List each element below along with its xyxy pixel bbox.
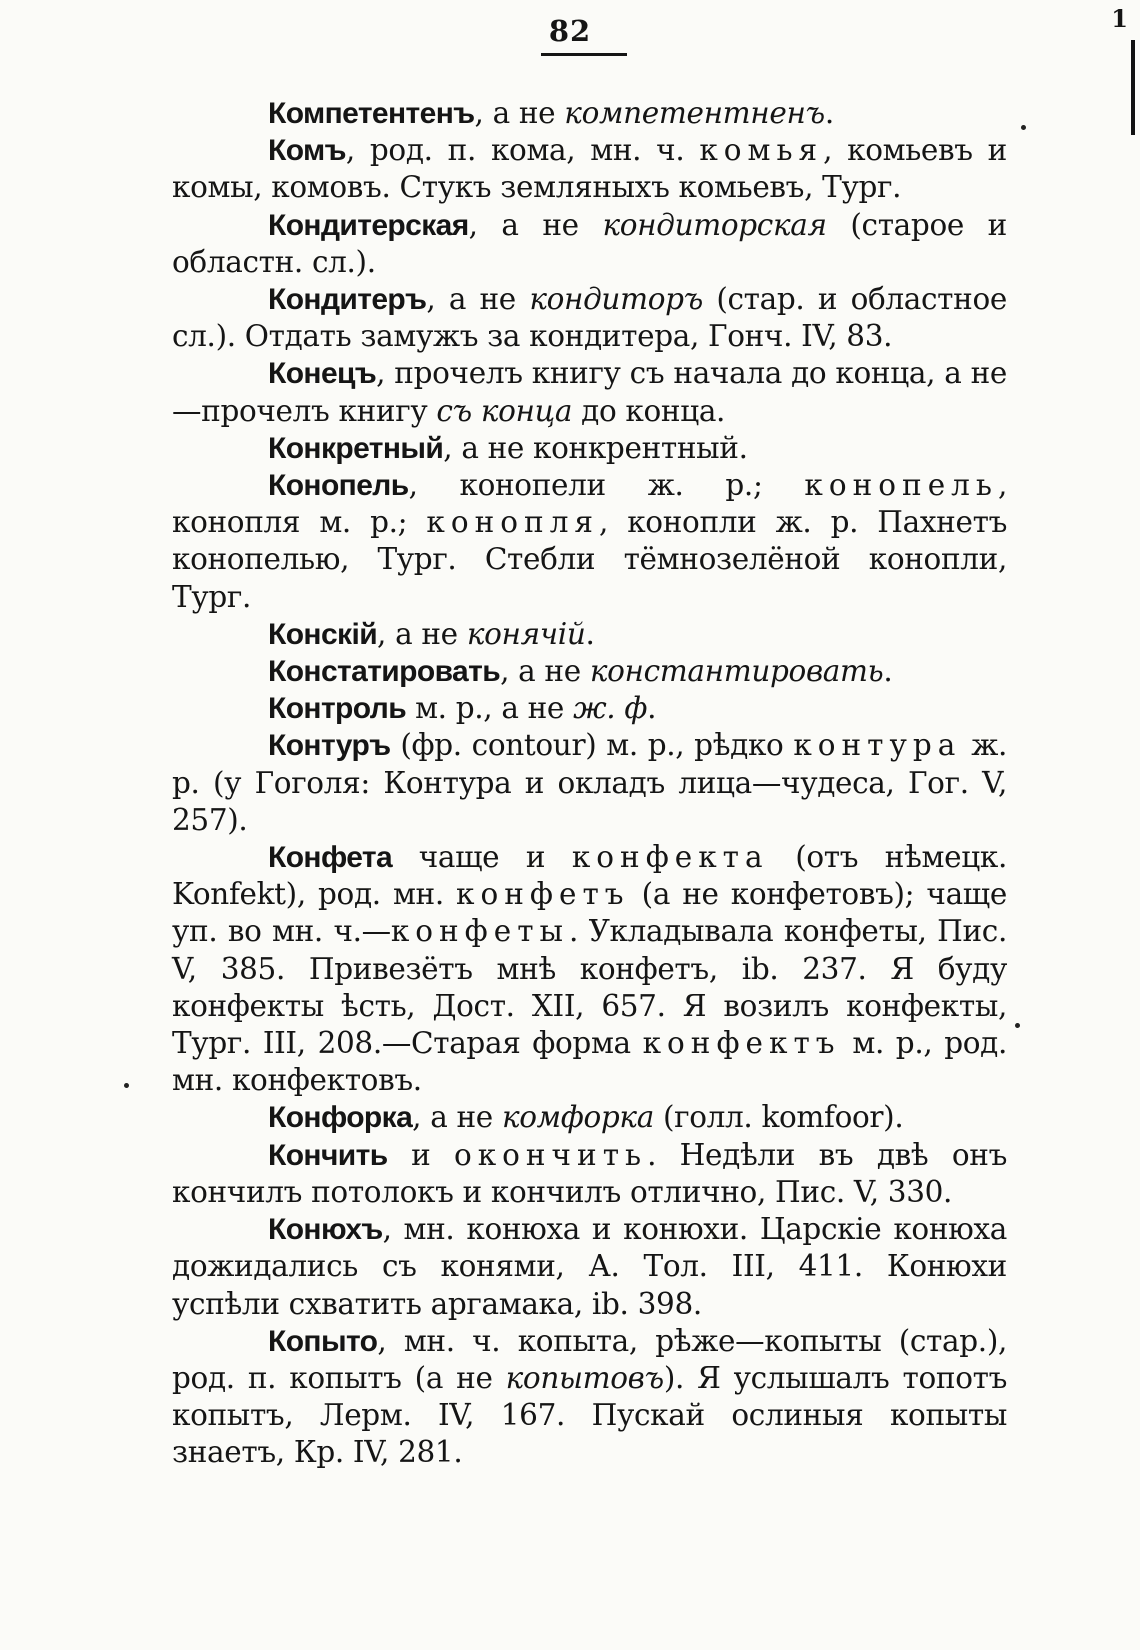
- ink-speck: [124, 1083, 129, 1088]
- italic-form: ж. ф: [573, 691, 648, 726]
- dictionary-entry: [172, 839, 1007, 1099]
- headword: Комъ: [268, 134, 346, 168]
- entry-text: .: [824, 96, 834, 130]
- italic-form: константировать: [589, 654, 884, 689]
- entry-text: , а не: [426, 282, 530, 317]
- headword: Конскій: [268, 617, 378, 651]
- italic-form: копытовъ: [505, 1360, 664, 1395]
- italic-form: кондиторъ: [529, 282, 703, 317]
- headword: Конфорка: [268, 1101, 413, 1135]
- entry-text: , конопля м. р.;: [172, 468, 1007, 540]
- dictionary-entry: [172, 207, 1007, 281]
- italic-form: конячій: [466, 616, 586, 651]
- headword: Кондитеръ: [268, 283, 427, 317]
- dictionary-entry: [172, 132, 1007, 206]
- entry-text: .: [883, 654, 893, 689]
- dictionary-entry: [172, 727, 1007, 839]
- ink-speck: [1021, 125, 1026, 130]
- entry-text: , мн. конюха и конюхи. Царскіе конюха дожидались съ конями, А. Тол. III, 411. Конюхи успѣли схватить аргамака, ib. 398.: [172, 1212, 1007, 1321]
- entry-text: (отъ нѣмецк. Konfekt), род. мн.: [172, 840, 1007, 912]
- entry-text: , комьевъ и комы, комовъ. Стукъ земляныхъ комьевъ, Тург.: [172, 133, 1007, 205]
- spaced-form: конопель: [804, 468, 998, 503]
- dictionary-entry: [172, 281, 1007, 355]
- entry-text: (старое и областн. сл.).: [172, 207, 1007, 279]
- headword: Конфета: [268, 841, 393, 875]
- dictionary-entry: [172, 1137, 1007, 1211]
- entry-text: и: [387, 1137, 454, 1172]
- italic-form: комфорка: [501, 1100, 654, 1135]
- entry-text: , род. п. кома, мн. ч.: [345, 133, 700, 168]
- dictionary-entry: [172, 653, 1007, 690]
- entry-text: ). Я услышалъ топотъ копытъ, Лерм. IV, 167. Пускай ослиныя копыты знаетъ, Кр. IV, 281.: [172, 1360, 1008, 1470]
- spaced-form: конфекта: [571, 840, 769, 875]
- entry-text: (стар. и областное сл.). Отдать замужъ за кондитера, Гонч. IV, 83.: [172, 282, 1007, 354]
- headword: Конкретный: [268, 431, 444, 465]
- entry-text: м. р., род. мн. конфектовъ.: [172, 1026, 1007, 1098]
- entry-text: м. р., а не: [406, 691, 574, 726]
- entry-text: , а не конкрентный.: [443, 430, 748, 465]
- entry-text: , а не: [468, 207, 603, 242]
- entry-text: до конца.: [572, 393, 726, 428]
- margin-mark: 1: [1111, 4, 1128, 33]
- headword: Контроль: [268, 692, 407, 726]
- entry-text: , а не: [474, 96, 565, 130]
- dictionary-entry: [172, 1323, 1007, 1472]
- headword: Конюхъ: [268, 1213, 383, 1247]
- dictionary-entry: [172, 1099, 1007, 1136]
- page-number-rule: [541, 53, 627, 56]
- headword: Кончить: [268, 1138, 388, 1172]
- page-number: 82: [548, 14, 592, 48]
- spaced-form: контура: [793, 728, 962, 763]
- headword: Кондитерская: [268, 208, 469, 242]
- dictionary-entry: [172, 467, 1007, 616]
- entry-text: .: [647, 691, 657, 726]
- dictionary-entry: [172, 430, 1007, 467]
- dictionary-text: [172, 95, 1007, 1472]
- headword: Копыто: [268, 1324, 378, 1358]
- entry-text: , а не: [377, 616, 467, 651]
- entry-text: , а не: [500, 654, 590, 689]
- dictionary-entry: [172, 1211, 1007, 1323]
- dictionary-entry: [172, 95, 1007, 132]
- headword: Конопель: [268, 469, 409, 503]
- headword: Контуръ: [268, 729, 391, 763]
- spaced-form: конопля: [426, 505, 600, 540]
- dictionary-entry: [172, 616, 1007, 653]
- entry-text: , конопели ж. р.;: [408, 468, 805, 503]
- headword: Констатировать: [268, 655, 501, 689]
- italic-form: кондиторская: [602, 207, 827, 242]
- entry-text: , а не: [412, 1100, 502, 1135]
- entry-text: ж. р. (у Гоголя: Контура и окладъ лица—чудеса, Гог. V, 257).: [172, 728, 1008, 837]
- dictionary-entry: [172, 690, 1007, 727]
- spaced-form: конфетъ: [456, 877, 630, 912]
- dictionary-entry: [172, 355, 1007, 429]
- headword: Конецъ: [268, 357, 377, 391]
- entry-text: , мн. ч. копыта, рѣже—копыты (стар.), род. п. копытъ (а не: [172, 1323, 1007, 1395]
- spaced-form: окончить: [453, 1137, 648, 1172]
- italic-form: компетентненъ: [564, 96, 825, 130]
- entry-text: (фр. contour) м. р., рѣдко: [390, 728, 794, 763]
- page-edge-line: [1131, 40, 1135, 135]
- ink-speck: [1015, 1023, 1020, 1028]
- spaced-form: конфеты: [390, 914, 570, 949]
- entry-text: . Укладывала конфеты, Пис. V, 385. Привезётъ мнѣ конфетъ, ib. 237. Я буду конфекты ѣсть, Дост. XII, 657. Я возилъ конфекты, Тург. III, 208.—Старая форма: [172, 914, 1007, 1061]
- italic-form: съ конца: [436, 393, 573, 428]
- entry-text: .: [585, 616, 595, 651]
- entry-text: (голл. komfoor).: [653, 1100, 904, 1135]
- spaced-form: комья: [699, 133, 824, 168]
- entry-text: чаще и: [392, 840, 572, 875]
- entry-text: , конопли ж. р. Пахнетъ конопелью, Тург. Стебли тёмнозелёной конопли, Тург.: [172, 505, 1007, 614]
- entry-text: . Недѣли въ двѣ онъ кончилъ потолокъ и кончилъ отлично, Пис. V, 330.: [172, 1137, 1008, 1209]
- entry-text: (а не конфетовъ); чаще уп. во мн. ч.—: [172, 877, 1007, 949]
- headword: Компетентенъ: [268, 97, 475, 130]
- spaced-form: конфектъ: [642, 1026, 841, 1061]
- entry-text: , прочелъ книгу съ начала до конца, а не—прочелъ книгу: [172, 356, 1007, 428]
